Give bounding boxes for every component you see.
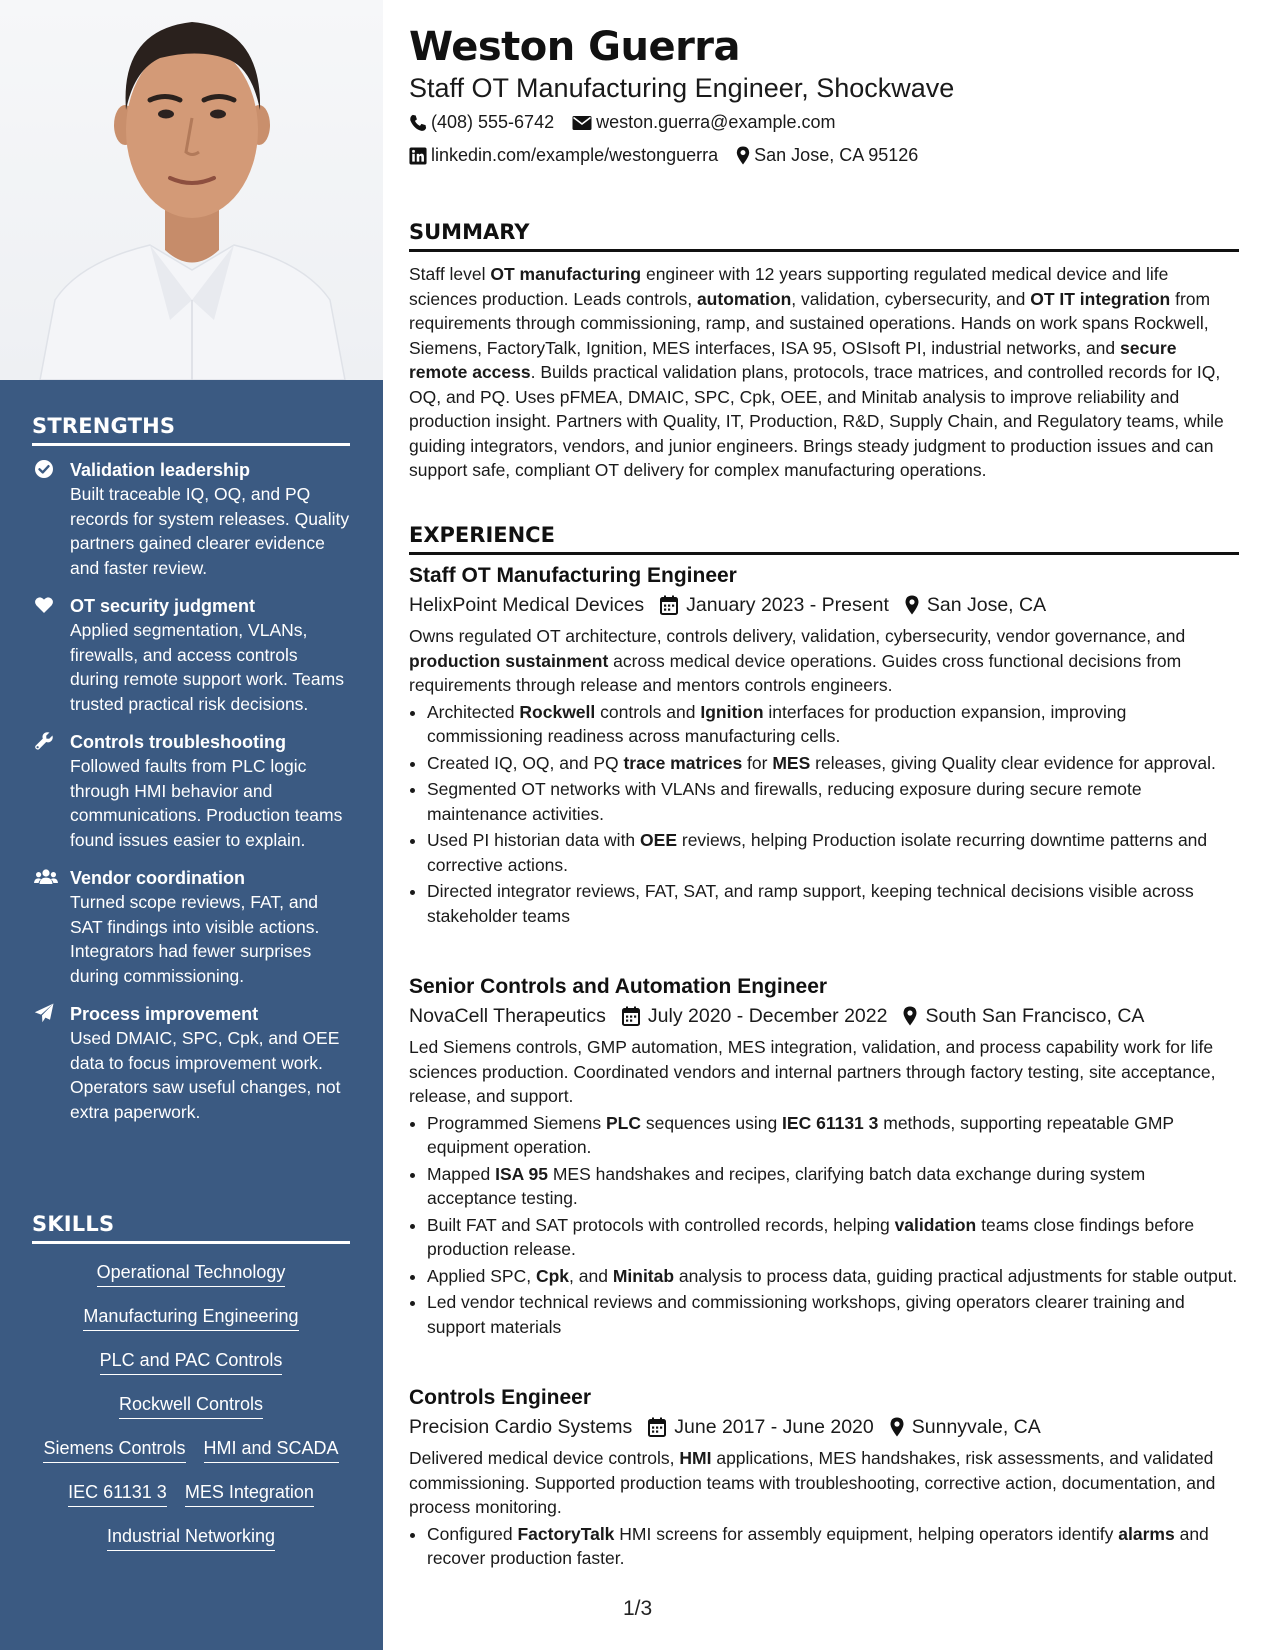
strength-title: OT security judgment bbox=[70, 596, 256, 616]
strength-text: Used DMAIC, SPC, Cpk, and OEE data to focus improvement work. Operators saw useful changes, not extra paperwork. bbox=[70, 1028, 341, 1122]
skill-tag: IEC 61131 3 bbox=[68, 1480, 167, 1507]
candidate-name: Weston Guerra bbox=[409, 24, 741, 70]
phone-icon bbox=[409, 114, 427, 132]
profile-photo bbox=[0, 0, 383, 380]
skill-tag: HMI and SCADA bbox=[204, 1436, 339, 1463]
calendar-icon bbox=[648, 1417, 666, 1437]
strength-title: Process improvement bbox=[70, 1004, 259, 1024]
strength-item bbox=[32, 730, 350, 852]
skill-row bbox=[32, 1480, 350, 1507]
contact-row bbox=[409, 112, 853, 133]
skills-heading: SKILLS bbox=[32, 1212, 350, 1244]
bullet-item: • Built FAT and SAT protocols with controlled records, helping validation teams close findings before production release. bbox=[427, 1213, 1239, 1262]
skill-row bbox=[32, 1348, 350, 1375]
strength-title: Vendor coordination bbox=[70, 868, 246, 888]
job-location: South San Francisco, CA bbox=[925, 1005, 1145, 1027]
job-description: Led Siemens controls, GMP automation, MES integration, validation, and process capability work for life sciences production. Coordinated vendors and internal partners through factory testing, site acceptance, release, and support. bbox=[409, 1037, 1216, 1106]
job-dates: January 2023 - Present bbox=[686, 594, 889, 616]
skill-tag: Rockwell Controls bbox=[119, 1392, 263, 1419]
skill-tag: MES Integration bbox=[185, 1480, 314, 1507]
summary-text: Staff level OT manufacturing engineer with 12 years supporting regulated medical device and life sciences production. Leads controls, automation, validation, cybersecurity, and OT IT integration from requirements through commissioning, ramp, and sustained operations. Hands on work spans Rockwell, Siemens, FactoryTalk, Ignition, MES interfaces, ISA 95, OSIsoft PI, industrial networks, and secure remote access. Builds practical validation plans, protocols, trace matrices, and controlled records for IQ, OQ, and PQ. Uses pFMEA, DMAIC, SPC, Cpk, OEE, and Minitab analysis to improve reliability and production insight. Partners with Quality, IT, Production, R&D, Supply Chain, and Regulatory teams, while guiding integrators, vendors, and junior engineers. Brings steady judgment to production issues and can support safe, compliant OT delivery for complex manufacturing operations. bbox=[409, 264, 1224, 480]
job-location: San Jose, CA bbox=[926, 594, 1047, 616]
heart-icon bbox=[34, 595, 54, 615]
skill-tag: Siemens Controls bbox=[43, 1436, 185, 1463]
skill-row bbox=[32, 1524, 350, 1551]
job-location: Sunnyvale, CA bbox=[911, 1416, 1041, 1438]
job-bullets bbox=[409, 1522, 1239, 1571]
emphasis: validation bbox=[894, 1214, 977, 1235]
emphasis: IEC 61131 3 bbox=[782, 1112, 879, 1133]
check-circle-icon bbox=[34, 459, 54, 479]
strength-title: Controls troubleshooting bbox=[70, 732, 286, 752]
emphasis: HMI bbox=[679, 1448, 712, 1468]
emphasis: ISA 95 bbox=[495, 1163, 548, 1184]
job-meta bbox=[409, 1412, 1239, 1442]
portrait-illustration bbox=[0, 0, 383, 380]
summary-heading: SUMMARY bbox=[409, 220, 1239, 252]
experience-entry bbox=[409, 1384, 1239, 1573]
strength-title: Validation leadership bbox=[70, 460, 251, 480]
emphasis: Ignition bbox=[700, 701, 764, 722]
job-dates: June 2017 - June 2020 bbox=[674, 1416, 874, 1438]
company-name: NovaCell Therapeutics bbox=[409, 1005, 606, 1027]
skills-section bbox=[32, 1212, 350, 1568]
skills-list bbox=[32, 1260, 350, 1551]
bullet-item: • Led vendor technical reviews and commissioning workshops, giving operators clearer training and support materials bbox=[427, 1290, 1239, 1339]
job-meta bbox=[409, 590, 1239, 620]
bullet-item: • Created IQ, OQ, and PQ trace matrices for MES releases, giving Quality clear evidence for approval. bbox=[427, 751, 1239, 776]
strength-text: Turned scope reviews, FAT, and SAT findings into visible actions. Integrators had fewer surprises during commissioning. bbox=[70, 892, 320, 986]
email-contact bbox=[572, 112, 835, 133]
emphasis: production sustainment bbox=[409, 650, 609, 671]
envelope-icon bbox=[572, 115, 592, 131]
strengths-heading: STRENGTHS bbox=[32, 414, 350, 446]
map-pin-icon bbox=[903, 1006, 917, 1026]
email-address[interactable]: weston.guerra@example.com bbox=[596, 112, 836, 132]
phone-contact bbox=[409, 112, 554, 133]
job-bullets bbox=[409, 1111, 1239, 1340]
strength-item bbox=[32, 866, 350, 988]
job-description: Owns regulated OT architecture, controls delivery, validation, cybersecurity, vendor governance, and production sustainment across medical device operations. Guides cross functional decisions from requirements through release and mentors controls engineers. bbox=[409, 626, 1186, 695]
job-meta bbox=[409, 1001, 1239, 1031]
job-dates: July 2020 - December 2022 bbox=[647, 1005, 888, 1027]
emphasis: OT IT integration bbox=[1030, 288, 1171, 309]
map-pin-icon bbox=[905, 595, 919, 615]
calendar-icon bbox=[622, 1006, 640, 1026]
strength-text: Built traceable IQ, OQ, and PQ records for system releases. Quality partners gained clearer evidence and faster review. bbox=[70, 484, 350, 578]
emphasis: OEE bbox=[640, 830, 677, 850]
bullet-item: • Directed integrator reviews, FAT, SAT, and ramp support, keeping technical decisions visible across stakeholder teams bbox=[427, 879, 1239, 928]
emphasis: Rockwell bbox=[519, 701, 596, 722]
wrench-icon bbox=[34, 731, 54, 751]
emphasis: alarms bbox=[1118, 1523, 1175, 1544]
job-title: Staff OT Manufacturing Engineer bbox=[409, 564, 737, 587]
emphasis: MES bbox=[772, 752, 811, 773]
linkedin-contact bbox=[409, 145, 718, 166]
skill-tag: Operational Technology bbox=[97, 1260, 286, 1287]
skill-row bbox=[32, 1392, 350, 1419]
bullet-item: • Configured FactoryTalk HMI screens for assembly equipment, helping operators identify alarms and recover production faster. bbox=[427, 1522, 1239, 1571]
skill-row bbox=[32, 1304, 350, 1331]
emphasis: Minitab bbox=[612, 1265, 675, 1286]
linkedin-icon bbox=[409, 147, 427, 165]
phone-number: (408) 555-6742 bbox=[431, 112, 555, 132]
paper-plane-icon bbox=[34, 1003, 54, 1023]
job-description: Delivered medical device controls, HMI applications, MES handshakes, risk assessments, and validated commissioning. Supported production teams with troubleshooting, corrective action, documentation, and process monitoring. bbox=[409, 1448, 1216, 1517]
contact-row bbox=[409, 145, 936, 166]
emphasis: OT manufacturing bbox=[490, 264, 642, 284]
skill-tag: Manufacturing Engineering bbox=[83, 1304, 298, 1331]
users-icon bbox=[34, 867, 58, 887]
skill-tag: Industrial Networking bbox=[107, 1524, 275, 1551]
bullet-item: • Programmed Siemens PLC sequences using IEC 61131 3 methods, supporting repeatable GMP equipment operation. bbox=[427, 1111, 1239, 1160]
linkedin-url[interactable]: linkedin.com/example/westonguerra bbox=[431, 145, 719, 165]
strength-text: Followed faults from PLC logic through HMI behavior and communications. Production teams found issues easier to explain. bbox=[70, 756, 343, 850]
location-text: San Jose, CA 95126 bbox=[754, 145, 919, 165]
emphasis: secure remote access bbox=[409, 337, 1177, 382]
skill-tag: PLC and PAC Controls bbox=[100, 1348, 283, 1375]
experience-entry bbox=[409, 973, 1239, 1341]
emphasis: Cpk bbox=[535, 1265, 570, 1286]
company-name: Precision Cardio Systems bbox=[409, 1416, 633, 1438]
strength-text: Applied segmentation, VLANs, firewalls, and access controls during remote support work. Teams trusted practical risk decisions. bbox=[70, 620, 344, 714]
emphasis: PLC bbox=[605, 1112, 641, 1133]
candidate-headline: Staff OT Manufacturing Engineer, Shockwave bbox=[409, 73, 955, 103]
job-title: Controls Engineer bbox=[409, 1386, 592, 1409]
location-contact bbox=[736, 145, 918, 166]
strength-item bbox=[32, 1002, 350, 1124]
experience-entry bbox=[409, 562, 1239, 930]
strength-item bbox=[32, 458, 350, 580]
map-pin-icon bbox=[890, 1417, 904, 1437]
bullet-item: • Architected Rockwell controls and Ignition interfaces for production expansion, improving commissioning readiness across manufacturing cells. bbox=[427, 700, 1239, 749]
experience-heading: EXPERIENCE bbox=[409, 523, 1239, 555]
bullet-item: • Applied SPC, Cpk, and Minitab analysis to process data, guiding practical adjustments for stable output. bbox=[427, 1264, 1239, 1289]
emphasis: automation bbox=[696, 288, 792, 309]
job-title: Senior Controls and Automation Engineer bbox=[409, 975, 828, 998]
calendar-icon bbox=[660, 595, 678, 615]
bullet-item: • Mapped ISA 95 MES handshakes and recipes, clarifying batch data exchange during system acceptance testing. bbox=[427, 1162, 1239, 1211]
map-pin-icon bbox=[736, 146, 750, 165]
bullet-item: • Segmented OT networks with VLANs and firewalls, reducing exposure during secure remote maintenance activities. bbox=[427, 777, 1239, 826]
sidebar bbox=[0, 0, 383, 1650]
strength-item bbox=[32, 594, 350, 716]
emphasis: trace matrices bbox=[623, 752, 743, 773]
strengths-section bbox=[32, 414, 350, 1124]
company-name: HelixPoint Medical Devices bbox=[409, 594, 645, 616]
job-bullets bbox=[409, 700, 1239, 929]
skill-row bbox=[32, 1436, 350, 1463]
emphasis: FactoryTalk bbox=[517, 1523, 615, 1544]
page-number: 1/3 bbox=[623, 1597, 653, 1620]
skill-row bbox=[32, 1260, 350, 1287]
bullet-item: • Used PI historian data with OEE reviews, helping Production isolate recurring downtime patterns and corrective actions. bbox=[427, 828, 1239, 877]
